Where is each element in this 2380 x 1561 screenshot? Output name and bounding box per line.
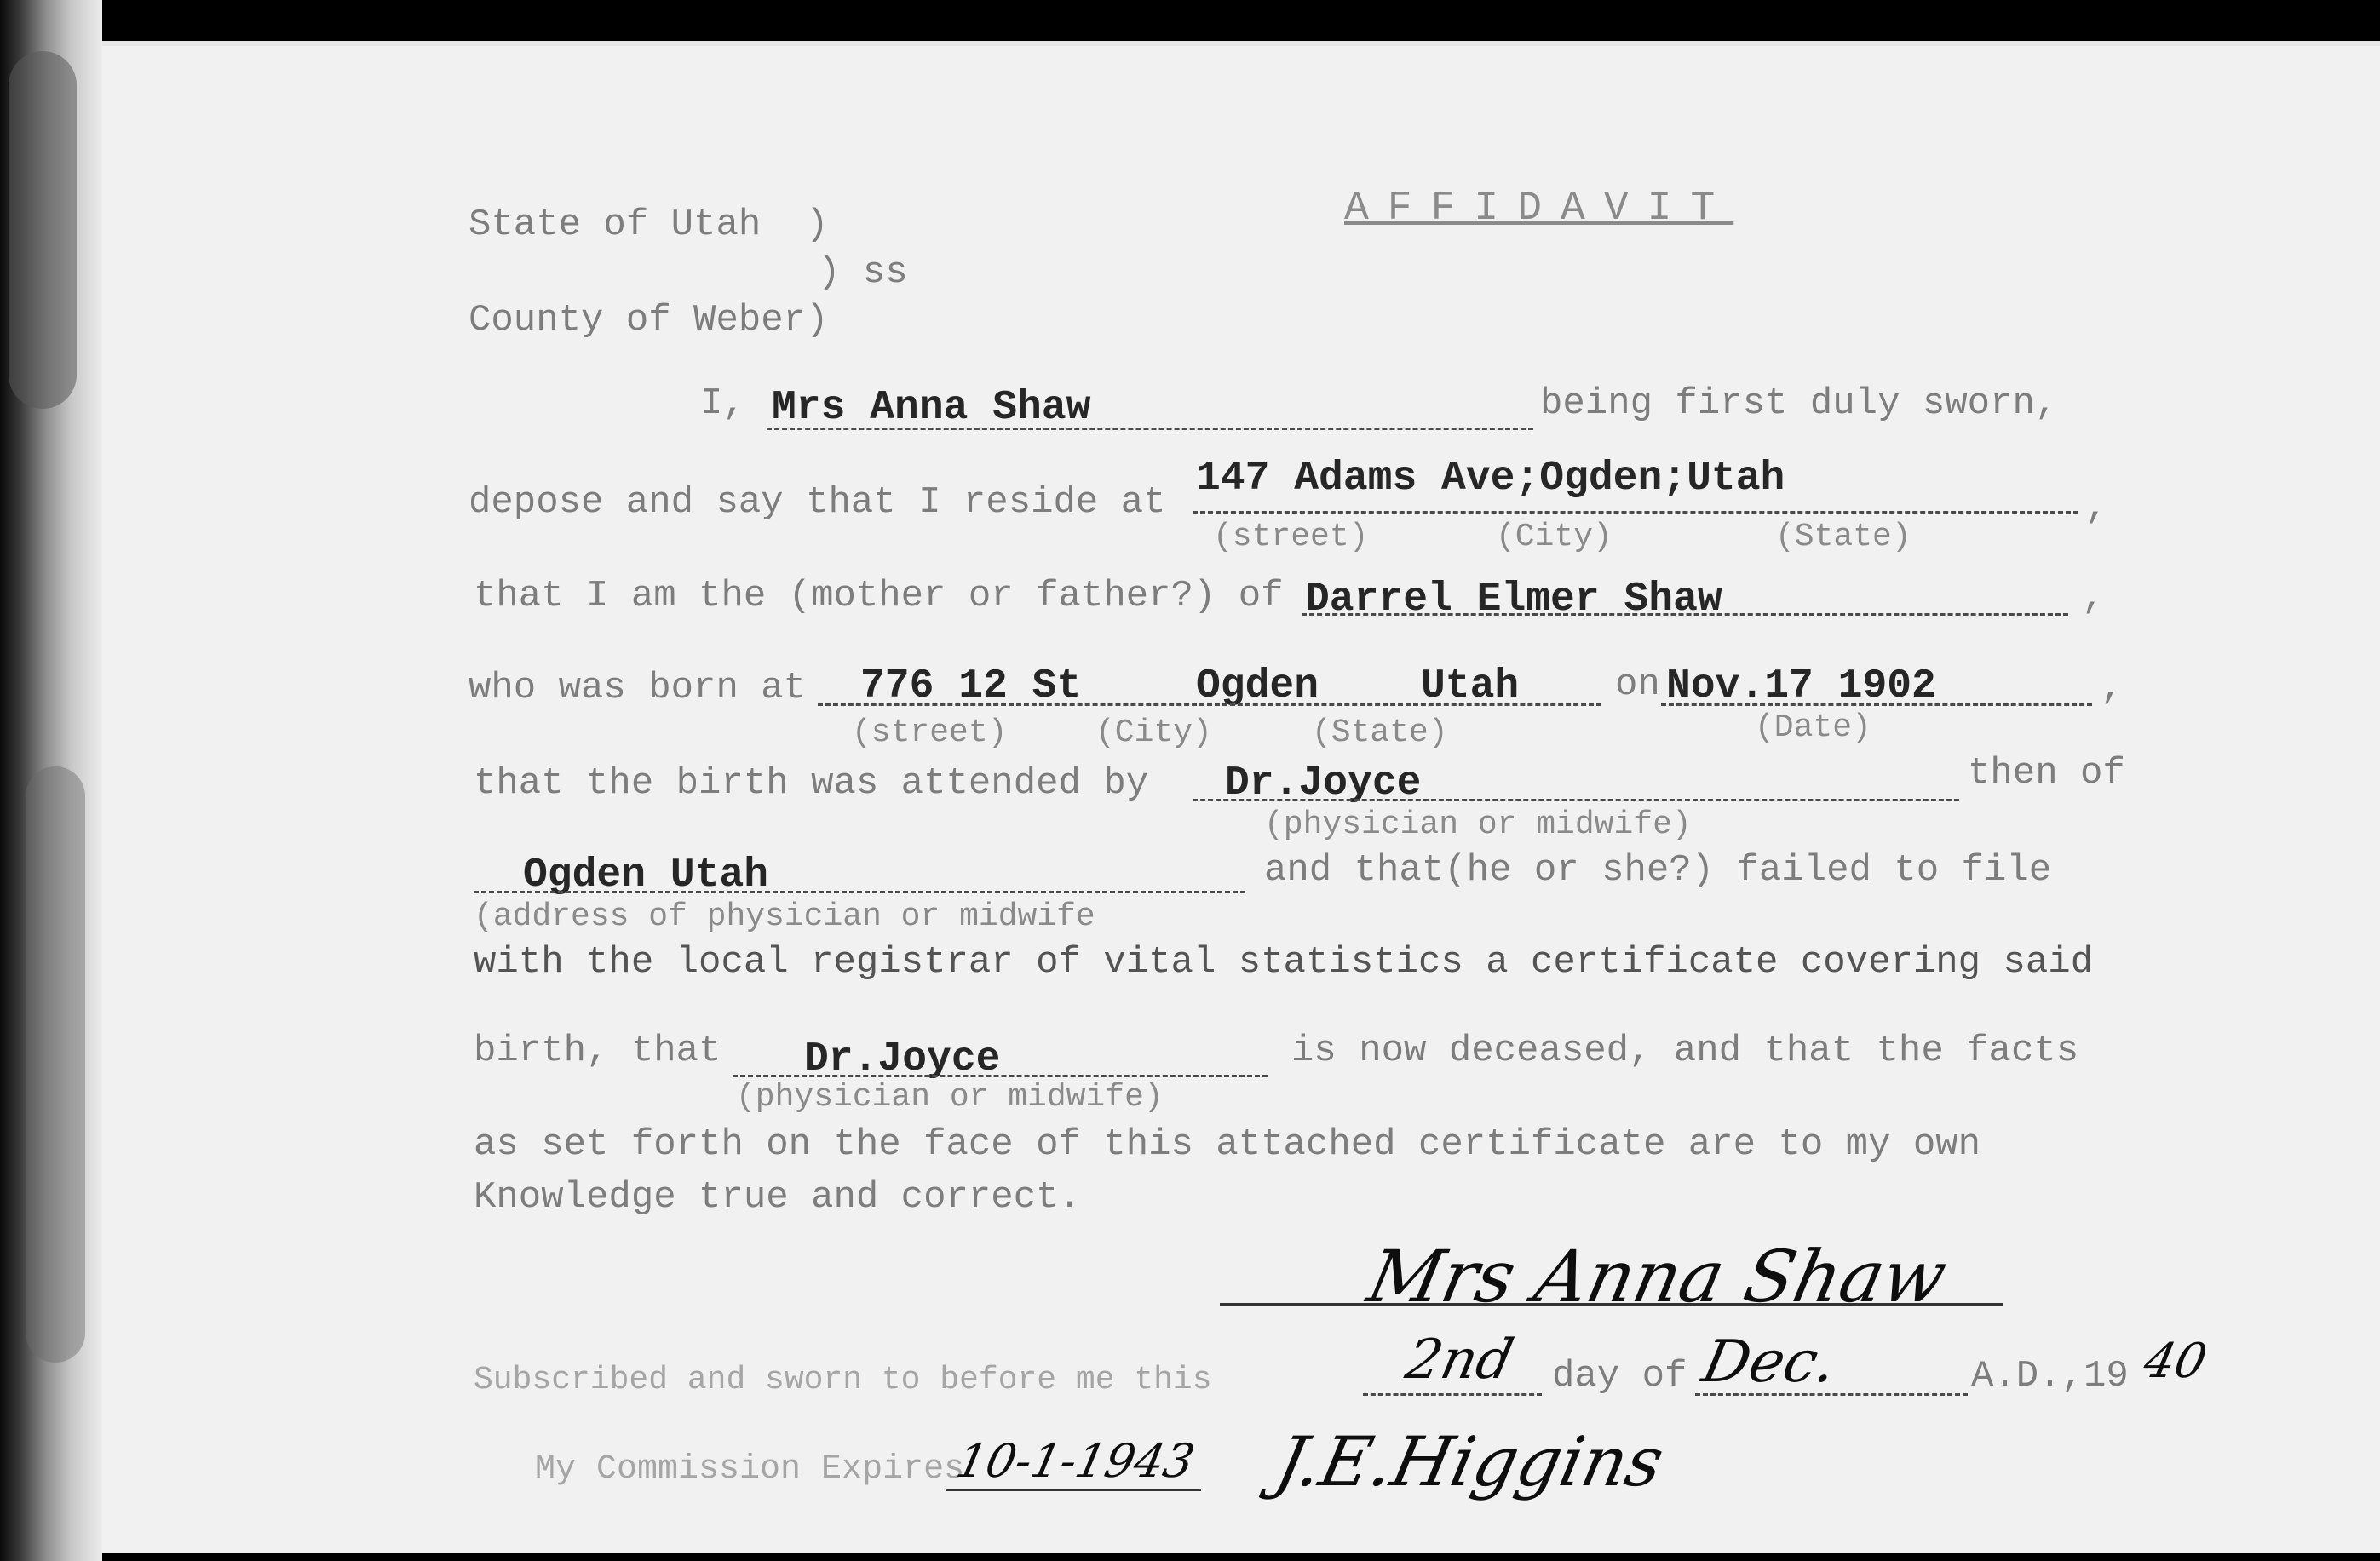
oath-suffix: being first duly sworn, <box>1540 382 2058 425</box>
affiant-signature: Mrs Anna Shaw <box>1360 1235 1954 1318</box>
registrar-line: with the local registrar of vital statistics a certificate covering said <box>474 941 2094 984</box>
caption-city: (City) <box>1095 715 1212 751</box>
birth-city: Ogden <box>1196 663 1319 709</box>
state-line: State of Utah ) <box>469 204 829 246</box>
birth-date: Nov.17 1902 <box>1666 663 1936 709</box>
paper-stain <box>9 51 77 409</box>
jurat-prefix: Subscribed and sworn to before me this <box>474 1362 1212 1398</box>
deceased-name: Dr.Joyce <box>804 1036 1001 1082</box>
deceased-suffix: is now deceased, and that the facts <box>1291 1030 2079 1072</box>
commission-line <box>946 1489 1201 1491</box>
attendant-address: Ogden Utah <box>523 852 769 898</box>
blank-line <box>1695 1393 1968 1396</box>
ss-line: ) ss <box>818 251 908 294</box>
attendant-suffix: then of <box>1968 752 2125 795</box>
birthplace-prefix: who was born at <box>469 667 807 709</box>
ad-label: A.D.,19 <box>1971 1355 2129 1397</box>
birth-state: Utah <box>1421 663 1520 709</box>
facts-line-2: Knowledge true and correct. <box>474 1176 1081 1219</box>
blank-line <box>1302 613 2068 616</box>
caption-physician: (physician or midwife) <box>736 1079 1164 1116</box>
signature-line <box>1220 1303 2003 1306</box>
on-label: on <box>1615 663 1660 706</box>
commission-label: My Commission Expires <box>535 1450 965 1489</box>
blank-line <box>818 703 1601 706</box>
birth-street: 776 12 St <box>860 663 1082 709</box>
jurat-year: 40 <box>2139 1334 2212 1389</box>
caption-street: (street) <box>852 715 1008 751</box>
punct: , <box>2101 667 2124 709</box>
failed-to-file: and that(he or she?) failed to file <box>1264 849 2052 892</box>
caption-state: (State) <box>1775 519 1911 555</box>
caption-address: (address of physician or midwife <box>474 898 1095 935</box>
oath-prefix: I, <box>700 382 745 425</box>
county-line: County of Weber) <box>469 299 829 341</box>
attendant-prefix: that the birth was attended by <box>474 762 1149 805</box>
child-name: Darrel Elmer Shaw <box>1305 577 1722 623</box>
blank-line <box>474 891 1245 893</box>
caption-date: (Date) <box>1755 709 1871 746</box>
caption-city: (City) <box>1496 519 1613 555</box>
attendant-name: Dr.Joyce <box>1225 760 1422 806</box>
punct: , <box>2082 577 2105 619</box>
jurat-month: Dec. <box>1696 1329 1842 1396</box>
day-of-label: day of <box>1552 1355 1687 1397</box>
blank-line <box>1363 1393 1542 1396</box>
notary-signature: J.E.Higgins <box>1269 1422 1670 1501</box>
residence-address: 147 Adams Ave;Ogden;Utah <box>1196 456 1785 502</box>
blank-line <box>1661 703 2092 706</box>
relation-prefix: that I am the (mother or father?) of <box>474 575 1284 617</box>
jurat-day: 2nd <box>1400 1329 1519 1392</box>
residence-prefix: depose and say that I reside at <box>469 481 1166 524</box>
blank-line <box>1193 799 1959 801</box>
caption-street: (street) <box>1213 519 1369 555</box>
paper-sheet <box>60 41 2380 1553</box>
deceased-prefix: birth, that <box>474 1030 721 1072</box>
document-title: AFFIDAVIT <box>1344 186 1734 232</box>
paper-stain <box>26 766 85 1363</box>
caption-physician: (physician or midwife) <box>1264 806 1692 843</box>
commission-date: 10-1-1943 <box>951 1434 1199 1488</box>
punct: , <box>2085 486 2108 529</box>
caption-state: (State) <box>1312 715 1448 751</box>
facts-line: as set forth on the face of this attached certificate are to my own <box>474 1123 1981 1166</box>
blank-line <box>1193 511 2078 514</box>
blank-line <box>767 428 1533 430</box>
blank-line <box>733 1075 1268 1077</box>
affiant-name: Mrs Anna Shaw <box>772 385 1091 431</box>
